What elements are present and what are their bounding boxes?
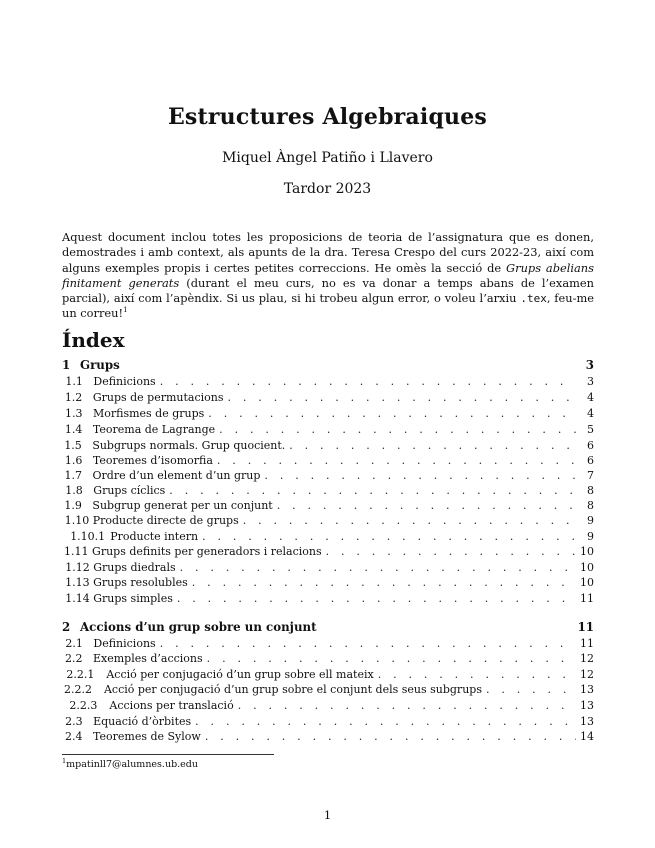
toc-subsection[interactable] (62, 636, 594, 651)
toc-subsection[interactable] (62, 406, 594, 421)
index-heading: Índex (62, 328, 125, 352)
toc-page-number: 8 (587, 484, 594, 497)
toc-title: Definicions (93, 375, 156, 388)
abstract-code: .tex (520, 292, 547, 306)
toc-number: 1.10.1 (70, 530, 106, 543)
toc-page-number: 4 (587, 407, 594, 420)
toc-number: 1.8 (65, 484, 83, 497)
toc-subsection[interactable] (62, 468, 594, 483)
toc-subsection[interactable] (62, 560, 594, 575)
toc-subsection[interactable] (62, 390, 594, 405)
toc-page-number: 11 (580, 592, 594, 605)
toc-title: Equació d’òrbites (93, 715, 192, 728)
toc-subsection[interactable] (62, 498, 594, 513)
toc-leader-dots (326, 544, 576, 559)
toc-subsubsection[interactable] (62, 667, 594, 682)
toc-title: Grups cíclics (93, 484, 166, 497)
toc-number: 1.5 (64, 439, 82, 452)
toc-number: 1.11 (64, 545, 89, 558)
toc-number: 2.3 (65, 715, 83, 728)
toc-leader-dots (195, 714, 576, 729)
toc-page-number: 10 (580, 561, 594, 574)
toc-title: Teoremes de Sylow (93, 730, 201, 743)
toc-number: 2.2.3 (69, 699, 98, 712)
toc-leader-dots (228, 390, 576, 405)
toc-number: 1.4 (64, 423, 83, 436)
toc-subsection[interactable] (62, 729, 594, 744)
toc-number: 2.2.1 (66, 668, 95, 681)
toc-leader-dots (219, 422, 576, 437)
toc-title: Definicions (93, 637, 156, 650)
toc-title: Exemples d’accions (92, 652, 203, 665)
toc-subsection[interactable] (62, 483, 594, 498)
toc-page-number: 9 (587, 514, 594, 527)
toc-page-number: 6 (587, 454, 594, 467)
document-date: Tardor 2023 (283, 181, 372, 197)
toc-title: Grups diedrals (93, 561, 176, 574)
toc-title: Grups resolubles (93, 576, 188, 589)
toc-subsection[interactable] (62, 453, 594, 468)
toc-title: Producte intern (110, 530, 199, 543)
toc-page-number: 13 (580, 699, 594, 712)
toc-leader-dots (217, 453, 576, 468)
abstract-paragraph (62, 230, 594, 322)
toc-title: Subgrups normals. Grup quocient. (92, 439, 286, 452)
toc-subsection[interactable] (62, 651, 594, 666)
toc-leader-dots (289, 438, 576, 453)
toc-number: 2.1 (65, 637, 83, 650)
toc-page-number: 12 (580, 668, 594, 681)
toc-section[interactable] (62, 620, 594, 635)
toc-number: 2.4 (65, 730, 83, 743)
toc-leader-dots (264, 468, 576, 483)
toc-leader-dots (180, 560, 576, 575)
toc-title: Accions per translació (109, 699, 234, 712)
toc-section[interactable] (62, 358, 594, 373)
toc-leader-dots (378, 667, 576, 682)
footnote-mark: 1 (123, 306, 128, 315)
toc-leader-dots (238, 698, 576, 713)
toc-page-number: 11 (580, 637, 594, 650)
toc-subsubsection[interactable] (62, 682, 594, 697)
toc-title: Teoremes d’isomorfia (92, 454, 213, 467)
toc-subsection[interactable] (62, 544, 594, 559)
toc-title: Acció per conjugació d’un grup sobre el conjunt dels seus subgrups (103, 683, 482, 696)
toc-title: Accions d’un grup sobre un conjunt (80, 620, 317, 634)
toc-number: 1.14 (65, 592, 90, 605)
toc-title: Grups simples (93, 592, 173, 605)
toc-title: Teorema de Lagrange (92, 423, 216, 436)
toc-number: 1.10 (64, 514, 90, 527)
toc-number: 1.7 (64, 469, 83, 482)
toc-page-number: 6 (587, 439, 594, 452)
toc-title: Acció per conjugació d’un grup sobre ell mateix (106, 668, 374, 681)
toc-subsection[interactable] (62, 714, 594, 729)
toc-page-number: 3 (585, 358, 594, 372)
abstract-italic: Grups abelians finitament generats (62, 260, 594, 290)
toc-number: 2 (62, 620, 71, 634)
toc-page-number: 7 (587, 469, 594, 482)
toc-number: 2.2 (64, 652, 83, 665)
toc-title: Grups (80, 358, 120, 372)
abstract-text-1: Aquest document inclou totes les proposicions de teoria de l’assignatura que es donen, demostrades i amb context, als apunts de la dra. Teresa Crespo del curs 2022-23, així com alguns exemples propis i certes petites correccions. He omès la secció de (62, 230, 594, 275)
toc-subsubsection[interactable] (62, 698, 594, 713)
toc-page-number: 13 (580, 715, 594, 728)
abstract-text-2: (durant el meu curs, no es va donar a temps abans de l’examen parcial), així com l’apèndix. Si us plau, si hi trobeu algun error, o voleu l’arxiu (62, 275, 595, 306)
toc-subsection[interactable] (62, 513, 594, 528)
toc-page-number: 11 (577, 620, 594, 634)
toc-leader-dots (486, 682, 576, 697)
toc-subsection[interactable] (62, 374, 594, 389)
toc-title: Subgrup generat per un conjunt (92, 499, 273, 512)
toc-leader-dots (160, 636, 576, 651)
toc-subsection[interactable] (62, 575, 594, 590)
toc-leader-dots (243, 513, 576, 528)
toc-title: Ordre d’un element d’un grup (92, 469, 261, 482)
toc-number: 1.12 (65, 561, 90, 574)
footnote-number: 1 (62, 757, 67, 765)
toc-subsubsection[interactable] (62, 529, 594, 544)
toc-number: 1.13 (65, 576, 90, 589)
toc-page-number: 14 (580, 730, 594, 743)
toc-page-number: 4 (587, 391, 594, 404)
toc-title: Grups definits per generadors i relacions (92, 545, 322, 558)
document-author: Miquel Àngel Patiño i Llavero (222, 150, 433, 166)
toc-leader-dots (277, 498, 576, 513)
toc-page-number: 12 (580, 652, 594, 665)
toc-leader-dots (207, 651, 576, 666)
toc-number: 1 (62, 358, 71, 372)
toc-leader-dots (160, 374, 576, 389)
toc-title: Grups de permutacions (92, 391, 224, 404)
toc-page-number: 10 (580, 545, 594, 558)
footnote (62, 757, 198, 770)
toc-page-number: 8 (587, 499, 594, 512)
toc-number: 1.6 (64, 454, 83, 467)
toc-page-number: 5 (587, 423, 594, 436)
footnote-text: mpatinll7@alumnes.ub.edu (66, 759, 198, 771)
page-number: 1 (323, 808, 332, 822)
toc-number: 1.1 (65, 375, 83, 388)
toc-page-number: 3 (587, 375, 594, 388)
toc-subsection[interactable] (62, 591, 594, 606)
toc-leader-dots (205, 729, 576, 744)
toc-subsection[interactable] (62, 422, 594, 437)
toc-subsection[interactable] (62, 438, 594, 453)
toc-leader-dots (169, 483, 576, 498)
toc-page-number: 13 (580, 683, 594, 696)
toc-page-number: 10 (580, 576, 594, 589)
toc-title: Morfismes de grups (92, 407, 205, 420)
footnote-rule (62, 754, 274, 755)
toc-leader-dots (177, 591, 576, 606)
toc-title: Producte directe de grups (92, 514, 239, 527)
toc-leader-dots (192, 575, 576, 590)
toc-page-number: 9 (587, 530, 594, 543)
toc-number: 1.3 (64, 407, 83, 420)
document-title: Estructures Algebraiques (167, 104, 488, 130)
toc-leader-dots (202, 529, 576, 544)
toc-number: 2.2.2 (63, 683, 92, 696)
toc-number: 1.2 (64, 391, 83, 404)
toc-leader-dots (208, 406, 576, 421)
abstract-text-3: , feu-me un correu! (62, 291, 594, 321)
toc-number: 1.9 (64, 499, 82, 512)
